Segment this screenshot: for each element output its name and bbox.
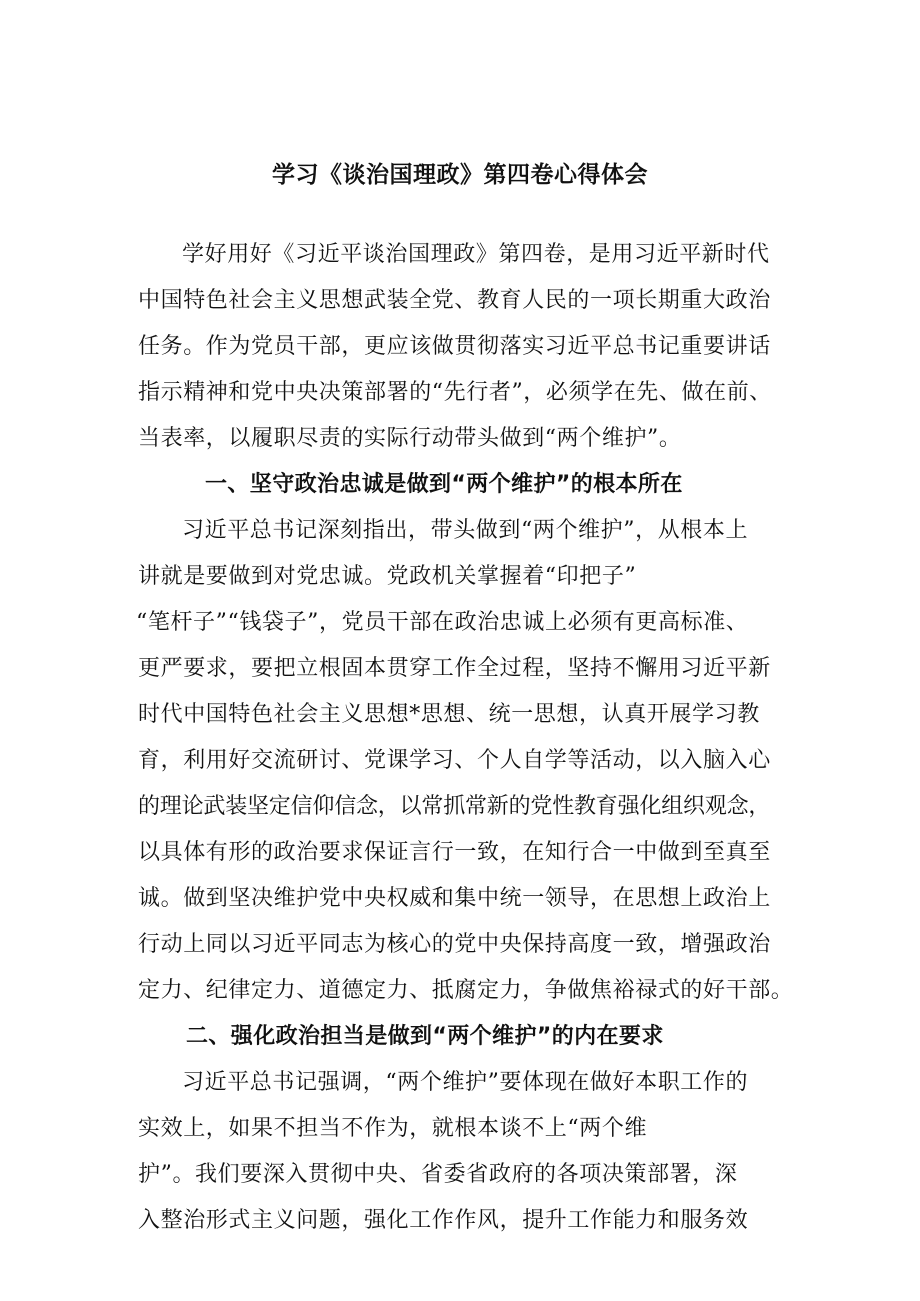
document-title: 学习《谈治国理政》第四卷心得体会	[272, 162, 648, 188]
paragraph-line: 当表率，以履职尽责的实际行动带头做到“两个维护”。	[138, 426, 682, 451]
paragraph-line: 入整治形式主义问题，强化工作作风，提升工作能力和服务效	[138, 1208, 749, 1233]
paragraph-line: 时代中国特色社会主义思想*思想、统一思想，认真开展学习教	[138, 702, 760, 727]
paragraph-line: 学好用好《习近平谈治国理政》第四卷，是用习近平新时代	[182, 242, 770, 267]
paragraph-line: 指示精神和党中央决策部署的“先行者”，必须学在先、做在前、	[138, 380, 772, 405]
paragraph-line: 护”。我们要深入贯彻中央、省委省政府的各项决策部署，深	[138, 1162, 738, 1187]
paragraph-line: 行动上同以习近平同志为核心的党中央保持高度一致，增强政治	[138, 932, 771, 957]
paragraph-line: 任务。作为党员干部，更应该做贯彻落实习近平总书记重要讲话	[138, 334, 771, 359]
paragraph-line: 讲就是要做到对党忠诚。党政机关掌握着“印把子”	[138, 564, 637, 589]
section-heading: 二、强化政治担当是做到“两个维护”的内在要求	[186, 1024, 664, 1049]
paragraph-line: 习近平总书记深刻指出，带头做到“两个维护”，从根本上	[182, 518, 749, 543]
paragraph-line: “笔杆子”“钱袋子”，党员干部在政治忠诚上必须有更高标准、	[136, 610, 749, 635]
paragraph-line: 中国特色社会主义思想武装全党、教育人民的一项长期重大政治	[138, 288, 771, 313]
section-heading: 一、坚守政治忠诚是做到“两个维护”的根本所在	[205, 472, 683, 497]
paragraph-line: 育，利用好交流研讨、党课学习、个人自学等活动，以入脑入心	[138, 748, 771, 773]
paragraph-line: 更严要求，要把立根固本贯穿工作全过程，坚持不懈用习近平新	[138, 656, 771, 681]
paragraph-line: 诚。做到坚决维护党中央权威和集中统一领导，在思想上政治上	[138, 886, 771, 911]
paragraph-line: 的理论武装坚定信仰信念，以常抓常新的党性教育强化组织观念，	[138, 794, 771, 819]
paragraph-line: 习近平总书记强调，“两个维护”要体现在做好本职工作的	[182, 1070, 749, 1095]
paragraph-line: 以具体有形的政治要求保证言行一致，在知行合一中做到至真至	[138, 840, 771, 865]
paragraph-line: 定力、纪律定力、道德定力、抵腐定力，争做焦裕禄式的好干部。	[138, 978, 794, 1003]
paragraph-line: 实效上，如果不担当不作为，就根本谈不上“两个维	[138, 1116, 648, 1141]
